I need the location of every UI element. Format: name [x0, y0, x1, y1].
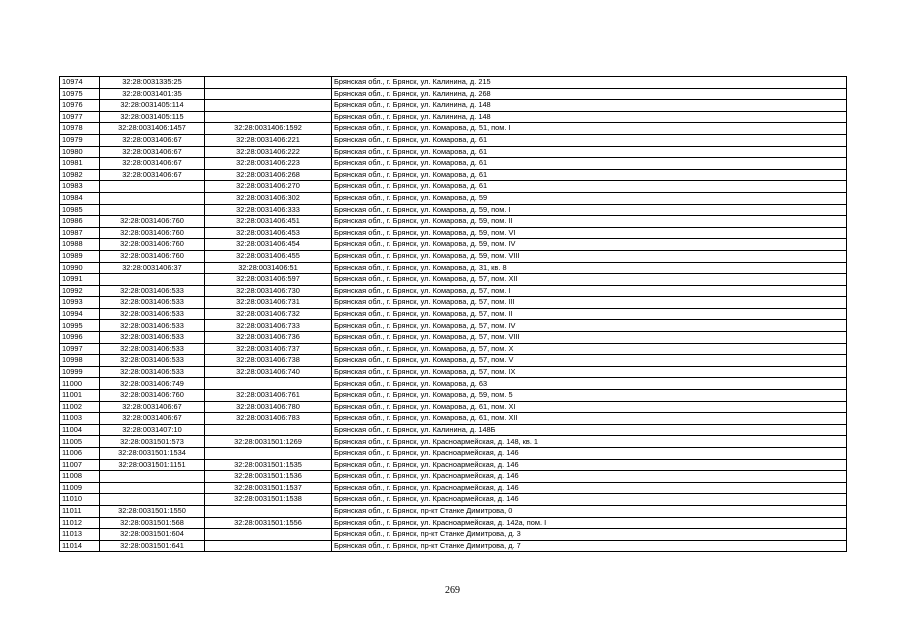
row-number-cell: 10984 [60, 192, 100, 204]
cadastral-number-cell: 32:28:0031406:67 [100, 146, 205, 158]
address-cell: Брянская обл., г. Брянск, ул. Комарова, д. 51, пом. I [332, 123, 847, 135]
address-cell: Брянская обл., г. Брянск, ул. Красноармейская, д. 142а, пом. I [332, 517, 847, 529]
registry-table [59, 76, 847, 552]
premises-cadastral-number-cell: 32:28:0031406:270 [205, 181, 332, 193]
row-number-cell: 10978 [60, 123, 100, 135]
row-number-cell: 10974 [60, 77, 100, 89]
cadastral-number-cell [100, 181, 205, 193]
address-cell: Брянская обл., г. Брянск, ул. Комарова, д. 57, пом. III [332, 297, 847, 309]
cadastral-number-cell: 32:28:0031405:115 [100, 111, 205, 123]
address-cell: Брянская обл., г. Брянск, ул. Комарова, д. 57, пом. II [332, 308, 847, 320]
row-number-cell: 10996 [60, 332, 100, 344]
cadastral-number-cell: 32:28:0031406:533 [100, 297, 205, 309]
premises-cadastral-number-cell [205, 100, 332, 112]
row-number-cell: 11000 [60, 378, 100, 390]
table-row [60, 192, 847, 204]
premises-cadastral-number-cell [205, 540, 332, 552]
row-number-cell: 10983 [60, 181, 100, 193]
cadastral-number-cell: 32:28:0031407:10 [100, 424, 205, 436]
premises-cadastral-number-cell: 32:28:0031406:302 [205, 192, 332, 204]
premises-cadastral-number-cell: 32:28:0031406:733 [205, 320, 332, 332]
row-number-cell: 11014 [60, 540, 100, 552]
table-row [60, 169, 847, 181]
cadastral-number-cell: 32:28:0031406:533 [100, 285, 205, 297]
premises-cadastral-number-cell: 32:28:0031406:223 [205, 158, 332, 170]
address-cell: Брянская обл., г. Брянск, ул. Комарова, д. 57, пом. I [332, 285, 847, 297]
row-number-cell: 11002 [60, 401, 100, 413]
premises-cadastral-number-cell: 32:28:0031406:730 [205, 285, 332, 297]
address-cell: Брянская обл., г. Брянск, ул. Красноармейская, д. 146 [332, 482, 847, 494]
row-number-cell: 10990 [60, 262, 100, 274]
table-row [60, 250, 847, 262]
row-number-cell: 11006 [60, 448, 100, 460]
premises-cadastral-number-cell [205, 448, 332, 460]
cadastral-number-cell: 32:28:0031406:67 [100, 401, 205, 413]
cadastral-number-cell: 32:28:0031406:67 [100, 169, 205, 181]
address-cell: Брянская обл., г. Брянск, ул. Красноармейская, д. 146 [332, 471, 847, 483]
table-row [60, 482, 847, 494]
premises-cadastral-number-cell [205, 424, 332, 436]
address-cell: Брянская обл., г. Брянск, ул. Комарова, д. 59, пом. IV [332, 239, 847, 251]
address-cell: Брянская обл., г. Брянск, ул. Комарова, д. 63 [332, 378, 847, 390]
premises-cadastral-number-cell [205, 505, 332, 517]
address-cell: Брянская обл., г. Брянск, ул. Комарова, д. 59, пом. II [332, 216, 847, 228]
table-row [60, 378, 847, 390]
address-cell: Брянская обл., г. Брянск, ул. Комарова, д. 61, пом. XII [332, 413, 847, 425]
cadastral-number-cell: 32:28:0031406:533 [100, 332, 205, 344]
address-cell: Брянская обл., г. Брянск, ул. Комарова, д. 57, пом. VIII [332, 332, 847, 344]
cadastral-number-cell: 32:28:0031406:533 [100, 320, 205, 332]
address-cell: Брянская обл., г. Брянск, ул. Красноармейская, д. 148, кв. 1 [332, 436, 847, 448]
address-cell: Брянская обл., г. Брянск, ул. Красноармейская, д. 146 [332, 494, 847, 506]
table-row [60, 448, 847, 460]
table-row [60, 401, 847, 413]
row-number-cell: 10980 [60, 146, 100, 158]
address-cell: Брянская обл., г. Брянск, ул. Комарова, д. 57, пом. XII [332, 274, 847, 286]
cadastral-number-cell: 32:28:0031405:114 [100, 100, 205, 112]
address-cell: Брянская обл., г. Брянск, ул. Комарова, д. 61 [332, 181, 847, 193]
premises-cadastral-number-cell [205, 77, 332, 89]
table-row [60, 471, 847, 483]
table-row [60, 216, 847, 228]
table-row [60, 332, 847, 344]
address-cell: Брянская обл., г. Брянск, ул. Комарова, д. 59, пом. VIII [332, 250, 847, 262]
address-cell: Брянская обл., г. Брянск, ул. Комарова, д. 57, пом. V [332, 355, 847, 367]
cadastral-number-cell: 32:28:0031401:35 [100, 88, 205, 100]
address-cell: Брянская обл., г. Брянск, ул. Калинина, д. 268 [332, 88, 847, 100]
table-row [60, 424, 847, 436]
row-number-cell: 10987 [60, 227, 100, 239]
cadastral-number-cell: 32:28:0031406:533 [100, 343, 205, 355]
table-row [60, 227, 847, 239]
table-row [60, 308, 847, 320]
table-row [60, 436, 847, 448]
row-number-cell: 10979 [60, 134, 100, 146]
premises-cadastral-number-cell: 32:28:0031406:740 [205, 366, 332, 378]
address-cell: Брянская обл., г. Брянск, ул. Комарова, д. 61, пом. XI [332, 401, 847, 413]
table-row [60, 262, 847, 274]
cadastral-number-cell: 32:28:0031501:604 [100, 529, 205, 541]
row-number-cell: 10988 [60, 239, 100, 251]
table-row [60, 88, 847, 100]
table-row [60, 158, 847, 170]
premises-cadastral-number-cell: 32:28:0031501:1536 [205, 471, 332, 483]
premises-cadastral-number-cell: 32:28:0031406:453 [205, 227, 332, 239]
cadastral-number-cell: 32:28:0031501:1534 [100, 448, 205, 460]
premises-cadastral-number-cell: 32:28:0031406:737 [205, 343, 332, 355]
cadastral-number-cell: 32:28:0031501:568 [100, 517, 205, 529]
premises-cadastral-number-cell: 32:28:0031406:731 [205, 297, 332, 309]
address-cell: Брянская обл., г. Брянск, ул. Комарова, д. 59, пом. VI [332, 227, 847, 239]
premises-cadastral-number-cell: 32:28:0031406:597 [205, 274, 332, 286]
cadastral-number-cell: 32:28:0031406:760 [100, 239, 205, 251]
table-row [60, 285, 847, 297]
registry-table-body [60, 77, 847, 552]
cadastral-number-cell [100, 471, 205, 483]
premises-cadastral-number-cell: 32:28:0031406:783 [205, 413, 332, 425]
table-row [60, 146, 847, 158]
table-row [60, 239, 847, 251]
row-number-cell: 11009 [60, 482, 100, 494]
table-row [60, 494, 847, 506]
address-cell: Брянская обл., г. Брянск, ул. Комарова, д. 61 [332, 134, 847, 146]
table-row [60, 134, 847, 146]
cadastral-number-cell: 32:28:0031406:760 [100, 216, 205, 228]
cadastral-number-cell: 32:28:0031406:67 [100, 158, 205, 170]
table-row [60, 343, 847, 355]
table-row [60, 111, 847, 123]
premises-cadastral-number-cell [205, 88, 332, 100]
row-number-cell: 11003 [60, 413, 100, 425]
cadastral-number-cell: 32:28:0031335:25 [100, 77, 205, 89]
premises-cadastral-number-cell: 32:28:0031501:1537 [205, 482, 332, 494]
row-number-cell: 11004 [60, 424, 100, 436]
table-row [60, 320, 847, 332]
premises-cadastral-number-cell: 32:28:0031406:1592 [205, 123, 332, 135]
address-cell: Брянская обл., г. Брянск, ул. Комарова, д. 59, пом. I [332, 204, 847, 216]
address-cell: Брянская обл., г. Брянск, пр-кт Станке Димитрова, д. 3 [332, 529, 847, 541]
table-row [60, 100, 847, 112]
table-row [60, 413, 847, 425]
premises-cadastral-number-cell [205, 529, 332, 541]
row-number-cell: 10998 [60, 355, 100, 367]
premises-cadastral-number-cell [205, 111, 332, 123]
cadastral-number-cell [100, 204, 205, 216]
address-cell: Брянская обл., г. Брянск, ул. Комарова, д. 59, пом. 5 [332, 390, 847, 402]
row-number-cell: 11001 [60, 390, 100, 402]
row-number-cell: 10986 [60, 216, 100, 228]
table-row [60, 517, 847, 529]
address-cell: Брянская обл., г. Брянск, ул. Комарова, д. 57, пом. IX [332, 366, 847, 378]
premises-cadastral-number-cell: 32:28:0031406:780 [205, 401, 332, 413]
cadastral-number-cell: 32:28:0031501:641 [100, 540, 205, 552]
row-number-cell: 11012 [60, 517, 100, 529]
premises-cadastral-number-cell: 32:28:0031501:1538 [205, 494, 332, 506]
address-cell: Брянская обл., г. Брянск, пр-кт Станке Димитрова, 0 [332, 505, 847, 517]
table-row [60, 390, 847, 402]
table-row [60, 355, 847, 367]
address-cell: Брянская обл., г. Брянск, ул. Комарова, д. 59 [332, 192, 847, 204]
cadastral-number-cell: 32:28:0031406:749 [100, 378, 205, 390]
premises-cadastral-number-cell: 32:28:0031406:221 [205, 134, 332, 146]
cadastral-number-cell [100, 274, 205, 286]
premises-cadastral-number-cell [205, 378, 332, 390]
premises-cadastral-number-cell: 32:28:0031501:1556 [205, 517, 332, 529]
row-number-cell: 10997 [60, 343, 100, 355]
row-number-cell: 11011 [60, 505, 100, 517]
premises-cadastral-number-cell: 32:28:0031406:268 [205, 169, 332, 181]
table-row [60, 540, 847, 552]
cadastral-number-cell: 32:28:0031406:533 [100, 355, 205, 367]
address-cell: Брянская обл., г. Брянск, ул. Комарова, д. 57, пом. X [332, 343, 847, 355]
table-row [60, 505, 847, 517]
row-number-cell: 11005 [60, 436, 100, 448]
row-number-cell: 11013 [60, 529, 100, 541]
row-number-cell: 10976 [60, 100, 100, 112]
table-row [60, 181, 847, 193]
table-row [60, 274, 847, 286]
premises-cadastral-number-cell: 32:28:0031501:1269 [205, 436, 332, 448]
address-cell: Брянская обл., г. Брянск, ул. Комарова, д. 61 [332, 158, 847, 170]
address-cell: Брянская обл., г. Брянск, пр-кт Станке Димитрова, д. 7 [332, 540, 847, 552]
row-number-cell: 10989 [60, 250, 100, 262]
address-cell: Брянская обл., г. Брянск, ул. Красноармейская, д. 146 [332, 448, 847, 460]
row-number-cell: 10991 [60, 274, 100, 286]
address-cell: Брянская обл., г. Брянск, ул. Калинина, д. 215 [332, 77, 847, 89]
row-number-cell: 10994 [60, 308, 100, 320]
row-number-cell: 11008 [60, 471, 100, 483]
cadastral-number-cell: 32:28:0031501:1550 [100, 505, 205, 517]
table-row [60, 459, 847, 471]
cadastral-number-cell: 32:28:0031501:573 [100, 436, 205, 448]
premises-cadastral-number-cell: 32:28:0031406:222 [205, 146, 332, 158]
cadastral-number-cell: 32:28:0031406:67 [100, 134, 205, 146]
premises-cadastral-number-cell: 32:28:0031406:736 [205, 332, 332, 344]
premises-cadastral-number-cell: 32:28:0031406:738 [205, 355, 332, 367]
cadastral-number-cell: 32:28:0031406:533 [100, 366, 205, 378]
row-number-cell: 10992 [60, 285, 100, 297]
table-row [60, 204, 847, 216]
row-number-cell: 10993 [60, 297, 100, 309]
row-number-cell: 10985 [60, 204, 100, 216]
premises-cadastral-number-cell: 32:28:0031406:761 [205, 390, 332, 402]
premises-cadastral-number-cell: 32:28:0031406:732 [205, 308, 332, 320]
premises-cadastral-number-cell: 32:28:0031406:451 [205, 216, 332, 228]
row-number-cell: 10975 [60, 88, 100, 100]
row-number-cell: 11010 [60, 494, 100, 506]
row-number-cell: 11007 [60, 459, 100, 471]
cadastral-number-cell [100, 494, 205, 506]
cadastral-number-cell: 32:28:0031406:760 [100, 227, 205, 239]
cadastral-number-cell: 32:28:0031406:760 [100, 250, 205, 262]
premises-cadastral-number-cell: 32:28:0031406:51 [205, 262, 332, 274]
cadastral-number-cell: 32:28:0031406:1457 [100, 123, 205, 135]
address-cell: Брянская обл., г. Брянск, ул. Калинина, д. 148 [332, 111, 847, 123]
table-row [60, 77, 847, 89]
address-cell: Брянская обл., г. Брянск, ул. Комарова, д. 31, кв. 8 [332, 262, 847, 274]
premises-cadastral-number-cell: 32:28:0031501:1535 [205, 459, 332, 471]
table-row [60, 529, 847, 541]
premises-cadastral-number-cell: 32:28:0031406:455 [205, 250, 332, 262]
cadastral-number-cell: 32:28:0031406:760 [100, 390, 205, 402]
cadastral-number-cell [100, 192, 205, 204]
cadastral-number-cell: 32:28:0031406:37 [100, 262, 205, 274]
cadastral-number-cell [100, 482, 205, 494]
address-cell: Брянская обл., г. Брянск, ул. Красноармейская, д. 146 [332, 459, 847, 471]
address-cell: Брянская обл., г. Брянск, ул. Комарова, д. 61 [332, 169, 847, 181]
address-cell: Брянская обл., г. Брянск, ул. Комарова, д. 57, пом. IV [332, 320, 847, 332]
row-number-cell: 10999 [60, 366, 100, 378]
row-number-cell: 10982 [60, 169, 100, 181]
page-number: 269 [445, 585, 460, 596]
row-number-cell: 10995 [60, 320, 100, 332]
table-row [60, 123, 847, 135]
premises-cadastral-number-cell: 32:28:0031406:454 [205, 239, 332, 251]
table-row [60, 297, 847, 309]
premises-cadastral-number-cell: 32:28:0031406:333 [205, 204, 332, 216]
row-number-cell: 10977 [60, 111, 100, 123]
cadastral-number-cell: 32:28:0031501:1151 [100, 459, 205, 471]
address-cell: Брянская обл., г. Брянск, ул. Калинина, д. 148 [332, 100, 847, 112]
table-row [60, 366, 847, 378]
address-cell: Брянская обл., г. Брянск, ул. Комарова, д. 61 [332, 146, 847, 158]
row-number-cell: 10981 [60, 158, 100, 170]
cadastral-number-cell: 32:28:0031406:67 [100, 413, 205, 425]
cadastral-number-cell: 32:28:0031406:533 [100, 308, 205, 320]
address-cell: Брянская обл., г. Брянск, ул. Калинина, д. 148Б [332, 424, 847, 436]
